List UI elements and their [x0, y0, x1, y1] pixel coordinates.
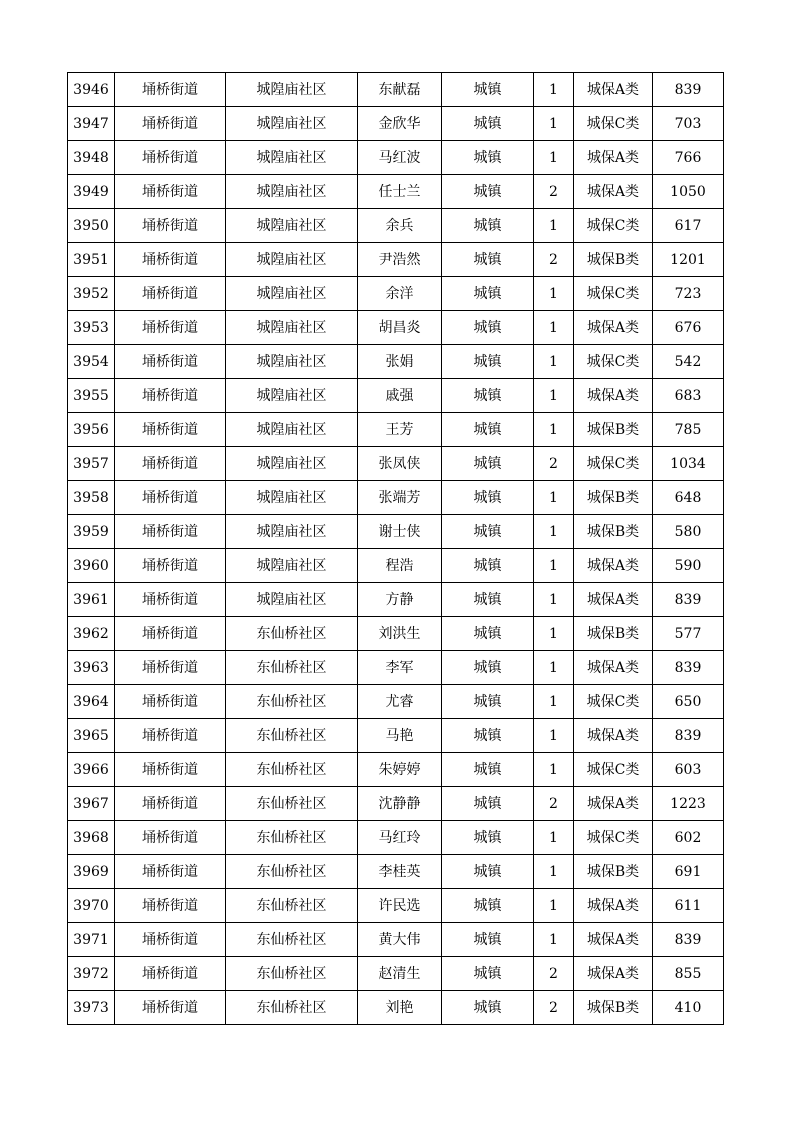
name-cell: 尹浩然 — [358, 243, 442, 277]
table-row — [68, 753, 724, 787]
residence-type-cell: 城镇 — [442, 379, 534, 413]
table-row — [68, 821, 724, 855]
table-row — [68, 515, 724, 549]
street-cell: 埇桥街道 — [115, 753, 226, 787]
amount-cell: 703 — [653, 107, 724, 141]
amount-cell: 611 — [653, 889, 724, 923]
name-cell: 许民选 — [358, 889, 442, 923]
residence-type-cell: 城镇 — [442, 277, 534, 311]
serial-number-cell: 3951 — [68, 243, 115, 277]
community-cell: 城隍庙社区 — [226, 549, 358, 583]
serial-number-cell: 3960 — [68, 549, 115, 583]
serial-number-cell: 3971 — [68, 923, 115, 957]
residence-type-cell: 城镇 — [442, 617, 534, 651]
street-cell: 埇桥街道 — [115, 923, 226, 957]
household-size-cell: 1 — [534, 311, 574, 345]
table-row — [68, 957, 724, 991]
street-cell: 埇桥街道 — [115, 447, 226, 481]
street-cell: 埇桥街道 — [115, 889, 226, 923]
name-cell: 金欣华 — [358, 107, 442, 141]
insurance-category-cell: 城保B类 — [574, 855, 653, 889]
community-cell: 东仙桥社区 — [226, 617, 358, 651]
insurance-category-cell: 城保A类 — [574, 379, 653, 413]
table-row — [68, 583, 724, 617]
amount-cell: 650 — [653, 685, 724, 719]
table-row — [68, 311, 724, 345]
insurance-category-cell: 城保B类 — [574, 515, 653, 549]
residence-type-cell: 城镇 — [442, 719, 534, 753]
serial-number-cell: 3955 — [68, 379, 115, 413]
residence-type-cell: 城镇 — [442, 957, 534, 991]
name-cell: 李军 — [358, 651, 442, 685]
residence-type-cell: 城镇 — [442, 787, 534, 821]
name-cell: 王芳 — [358, 413, 442, 447]
community-cell: 东仙桥社区 — [226, 787, 358, 821]
serial-number-cell: 3952 — [68, 277, 115, 311]
amount-cell: 683 — [653, 379, 724, 413]
serial-number-cell: 3954 — [68, 345, 115, 379]
serial-number-cell: 3963 — [68, 651, 115, 685]
amount-cell: 1201 — [653, 243, 724, 277]
household-size-cell: 1 — [534, 753, 574, 787]
street-cell: 埇桥街道 — [115, 175, 226, 209]
street-cell: 埇桥街道 — [115, 311, 226, 345]
household-size-cell: 1 — [534, 719, 574, 753]
amount-cell: 785 — [653, 413, 724, 447]
serial-number-cell: 3959 — [68, 515, 115, 549]
serial-number-cell: 3947 — [68, 107, 115, 141]
street-cell: 埇桥街道 — [115, 651, 226, 685]
household-size-cell: 1 — [534, 345, 574, 379]
insurance-category-cell: 城保B类 — [574, 413, 653, 447]
insurance-category-cell: 城保C类 — [574, 685, 653, 719]
household-size-cell: 2 — [534, 447, 574, 481]
household-size-cell: 2 — [534, 957, 574, 991]
household-size-cell: 2 — [534, 787, 574, 821]
residence-type-cell: 城镇 — [442, 855, 534, 889]
records-table — [67, 72, 724, 1025]
table-body — [68, 73, 724, 1025]
table-row — [68, 481, 724, 515]
insurance-category-cell: 城保A类 — [574, 957, 653, 991]
residence-type-cell: 城镇 — [442, 447, 534, 481]
table-row — [68, 549, 724, 583]
table-row — [68, 413, 724, 447]
household-size-cell: 1 — [534, 413, 574, 447]
name-cell: 赵清生 — [358, 957, 442, 991]
name-cell: 余兵 — [358, 209, 442, 243]
community-cell: 东仙桥社区 — [226, 821, 358, 855]
household-size-cell: 1 — [534, 583, 574, 617]
serial-number-cell: 3948 — [68, 141, 115, 175]
community-cell: 东仙桥社区 — [226, 957, 358, 991]
residence-type-cell: 城镇 — [442, 821, 534, 855]
community-cell: 东仙桥社区 — [226, 923, 358, 957]
table-row — [68, 719, 724, 753]
household-size-cell: 2 — [534, 175, 574, 209]
residence-type-cell: 城镇 — [442, 753, 534, 787]
table-row — [68, 617, 724, 651]
table-row — [68, 107, 724, 141]
table-row — [68, 243, 724, 277]
street-cell: 埇桥街道 — [115, 617, 226, 651]
table-row — [68, 787, 724, 821]
name-cell: 黄大伟 — [358, 923, 442, 957]
street-cell: 埇桥街道 — [115, 787, 226, 821]
community-cell: 东仙桥社区 — [226, 889, 358, 923]
household-size-cell: 1 — [534, 209, 574, 243]
community-cell: 东仙桥社区 — [226, 719, 358, 753]
household-size-cell: 1 — [534, 141, 574, 175]
table-row — [68, 209, 724, 243]
serial-number-cell: 3969 — [68, 855, 115, 889]
name-cell: 沈静静 — [358, 787, 442, 821]
residence-type-cell: 城镇 — [442, 345, 534, 379]
residence-type-cell: 城镇 — [442, 243, 534, 277]
insurance-category-cell: 城保C类 — [574, 753, 653, 787]
table-row — [68, 447, 724, 481]
insurance-category-cell: 城保C类 — [574, 107, 653, 141]
insurance-category-cell: 城保B类 — [574, 481, 653, 515]
community-cell: 城隍庙社区 — [226, 107, 358, 141]
table-row — [68, 175, 724, 209]
insurance-category-cell: 城保C类 — [574, 209, 653, 243]
amount-cell: 580 — [653, 515, 724, 549]
serial-number-cell: 3958 — [68, 481, 115, 515]
residence-type-cell: 城镇 — [442, 515, 534, 549]
insurance-category-cell: 城保A类 — [574, 923, 653, 957]
street-cell: 埇桥街道 — [115, 243, 226, 277]
insurance-category-cell: 城保A类 — [574, 311, 653, 345]
name-cell: 李桂英 — [358, 855, 442, 889]
insurance-category-cell: 城保A类 — [574, 141, 653, 175]
amount-cell: 410 — [653, 991, 724, 1025]
insurance-category-cell: 城保B类 — [574, 991, 653, 1025]
table-row — [68, 991, 724, 1025]
name-cell: 任士兰 — [358, 175, 442, 209]
amount-cell: 1050 — [653, 175, 724, 209]
residence-type-cell: 城镇 — [442, 209, 534, 243]
amount-cell: 1223 — [653, 787, 724, 821]
residence-type-cell: 城镇 — [442, 413, 534, 447]
household-size-cell: 2 — [534, 243, 574, 277]
serial-number-cell: 3962 — [68, 617, 115, 651]
amount-cell: 839 — [653, 583, 724, 617]
street-cell: 埇桥街道 — [115, 481, 226, 515]
community-cell: 城隍庙社区 — [226, 447, 358, 481]
table-row — [68, 379, 724, 413]
table-row — [68, 889, 724, 923]
community-cell: 城隍庙社区 — [226, 243, 358, 277]
street-cell: 埇桥街道 — [115, 855, 226, 889]
name-cell: 谢士侠 — [358, 515, 442, 549]
insurance-category-cell: 城保A类 — [574, 787, 653, 821]
residence-type-cell: 城镇 — [442, 481, 534, 515]
community-cell: 城隍庙社区 — [226, 481, 358, 515]
residence-type-cell: 城镇 — [442, 889, 534, 923]
insurance-category-cell: 城保B类 — [574, 617, 653, 651]
community-cell: 城隍庙社区 — [226, 311, 358, 345]
community-cell: 城隍庙社区 — [226, 277, 358, 311]
name-cell: 尤睿 — [358, 685, 442, 719]
serial-number-cell: 3966 — [68, 753, 115, 787]
street-cell: 埇桥街道 — [115, 413, 226, 447]
household-size-cell: 1 — [534, 685, 574, 719]
residence-type-cell: 城镇 — [442, 311, 534, 345]
residence-type-cell: 城镇 — [442, 175, 534, 209]
insurance-category-cell: 城保A类 — [574, 583, 653, 617]
street-cell: 埇桥街道 — [115, 73, 226, 107]
serial-number-cell: 3949 — [68, 175, 115, 209]
table-row — [68, 685, 724, 719]
residence-type-cell: 城镇 — [442, 549, 534, 583]
insurance-category-cell: 城保C类 — [574, 277, 653, 311]
amount-cell: 855 — [653, 957, 724, 991]
table-row — [68, 73, 724, 107]
name-cell: 方静 — [358, 583, 442, 617]
household-size-cell: 1 — [534, 107, 574, 141]
amount-cell: 766 — [653, 141, 724, 175]
table-row — [68, 141, 724, 175]
residence-type-cell: 城镇 — [442, 651, 534, 685]
street-cell: 埇桥街道 — [115, 107, 226, 141]
household-size-cell: 1 — [534, 617, 574, 651]
residence-type-cell: 城镇 — [442, 583, 534, 617]
community-cell: 东仙桥社区 — [226, 855, 358, 889]
street-cell: 埇桥街道 — [115, 549, 226, 583]
name-cell: 刘艳 — [358, 991, 442, 1025]
serial-number-cell: 3946 — [68, 73, 115, 107]
name-cell: 朱婷婷 — [358, 753, 442, 787]
name-cell: 张凤侠 — [358, 447, 442, 481]
serial-number-cell: 3956 — [68, 413, 115, 447]
table-row — [68, 855, 724, 889]
street-cell: 埇桥街道 — [115, 515, 226, 549]
household-size-cell: 1 — [534, 277, 574, 311]
amount-cell: 542 — [653, 345, 724, 379]
community-cell: 城隍庙社区 — [226, 583, 358, 617]
community-cell: 城隍庙社区 — [226, 175, 358, 209]
serial-number-cell: 3957 — [68, 447, 115, 481]
amount-cell: 691 — [653, 855, 724, 889]
serial-number-cell: 3972 — [68, 957, 115, 991]
table-row — [68, 277, 724, 311]
street-cell: 埇桥街道 — [115, 277, 226, 311]
insurance-category-cell: 城保C类 — [574, 345, 653, 379]
amount-cell: 839 — [653, 73, 724, 107]
name-cell: 马艳 — [358, 719, 442, 753]
serial-number-cell: 3970 — [68, 889, 115, 923]
name-cell: 程浩 — [358, 549, 442, 583]
community-cell: 东仙桥社区 — [226, 651, 358, 685]
residence-type-cell: 城镇 — [442, 685, 534, 719]
name-cell: 马红波 — [358, 141, 442, 175]
name-cell: 东献磊 — [358, 73, 442, 107]
household-size-cell: 1 — [534, 73, 574, 107]
community-cell: 城隍庙社区 — [226, 73, 358, 107]
community-cell: 东仙桥社区 — [226, 685, 358, 719]
household-size-cell: 1 — [534, 855, 574, 889]
name-cell: 胡昌炎 — [358, 311, 442, 345]
insurance-category-cell: 城保A类 — [574, 73, 653, 107]
amount-cell: 1034 — [653, 447, 724, 481]
community-cell: 城隍庙社区 — [226, 141, 358, 175]
household-size-cell: 1 — [534, 549, 574, 583]
amount-cell: 723 — [653, 277, 724, 311]
table-row — [68, 345, 724, 379]
residence-type-cell: 城镇 — [442, 923, 534, 957]
household-size-cell: 1 — [534, 889, 574, 923]
street-cell: 埇桥街道 — [115, 379, 226, 413]
household-size-cell: 1 — [534, 379, 574, 413]
community-cell: 城隍庙社区 — [226, 379, 358, 413]
community-cell: 东仙桥社区 — [226, 991, 358, 1025]
street-cell: 埇桥街道 — [115, 583, 226, 617]
serial-number-cell: 3967 — [68, 787, 115, 821]
name-cell: 戚强 — [358, 379, 442, 413]
street-cell: 埇桥街道 — [115, 719, 226, 753]
household-size-cell: 1 — [534, 515, 574, 549]
table-row — [68, 651, 724, 685]
insurance-category-cell: 城保A类 — [574, 549, 653, 583]
amount-cell: 590 — [653, 549, 724, 583]
community-cell: 城隍庙社区 — [226, 209, 358, 243]
amount-cell: 676 — [653, 311, 724, 345]
household-size-cell: 2 — [534, 991, 574, 1025]
street-cell: 埇桥街道 — [115, 991, 226, 1025]
community-cell: 城隍庙社区 — [226, 515, 358, 549]
amount-cell: 839 — [653, 719, 724, 753]
household-size-cell: 1 — [534, 923, 574, 957]
street-cell: 埇桥街道 — [115, 345, 226, 379]
insurance-category-cell: 城保A类 — [574, 889, 653, 923]
serial-number-cell: 3968 — [68, 821, 115, 855]
street-cell: 埇桥街道 — [115, 685, 226, 719]
insurance-category-cell: 城保C类 — [574, 821, 653, 855]
name-cell: 余洋 — [358, 277, 442, 311]
household-size-cell: 1 — [534, 651, 574, 685]
insurance-category-cell: 城保C类 — [574, 447, 653, 481]
residence-type-cell: 城镇 — [442, 141, 534, 175]
name-cell: 张端芳 — [358, 481, 442, 515]
serial-number-cell: 3950 — [68, 209, 115, 243]
table-row — [68, 923, 724, 957]
amount-cell: 839 — [653, 923, 724, 957]
serial-number-cell: 3965 — [68, 719, 115, 753]
amount-cell: 648 — [653, 481, 724, 515]
name-cell: 马红玲 — [358, 821, 442, 855]
insurance-category-cell: 城保A类 — [574, 651, 653, 685]
residence-type-cell: 城镇 — [442, 107, 534, 141]
serial-number-cell: 3964 — [68, 685, 115, 719]
amount-cell: 603 — [653, 753, 724, 787]
serial-number-cell: 3961 — [68, 583, 115, 617]
amount-cell: 602 — [653, 821, 724, 855]
residence-type-cell: 城镇 — [442, 73, 534, 107]
amount-cell: 839 — [653, 651, 724, 685]
serial-number-cell: 3973 — [68, 991, 115, 1025]
community-cell: 城隍庙社区 — [226, 345, 358, 379]
insurance-category-cell: 城保A类 — [574, 175, 653, 209]
street-cell: 埇桥街道 — [115, 821, 226, 855]
residence-type-cell: 城镇 — [442, 991, 534, 1025]
insurance-category-cell: 城保A类 — [574, 719, 653, 753]
amount-cell: 617 — [653, 209, 724, 243]
name-cell: 张娟 — [358, 345, 442, 379]
community-cell: 城隍庙社区 — [226, 413, 358, 447]
name-cell: 刘洪生 — [358, 617, 442, 651]
street-cell: 埇桥街道 — [115, 957, 226, 991]
household-size-cell: 1 — [534, 821, 574, 855]
street-cell: 埇桥街道 — [115, 209, 226, 243]
amount-cell: 577 — [653, 617, 724, 651]
street-cell: 埇桥街道 — [115, 141, 226, 175]
community-cell: 东仙桥社区 — [226, 753, 358, 787]
serial-number-cell: 3953 — [68, 311, 115, 345]
insurance-category-cell: 城保B类 — [574, 243, 653, 277]
household-size-cell: 1 — [534, 481, 574, 515]
